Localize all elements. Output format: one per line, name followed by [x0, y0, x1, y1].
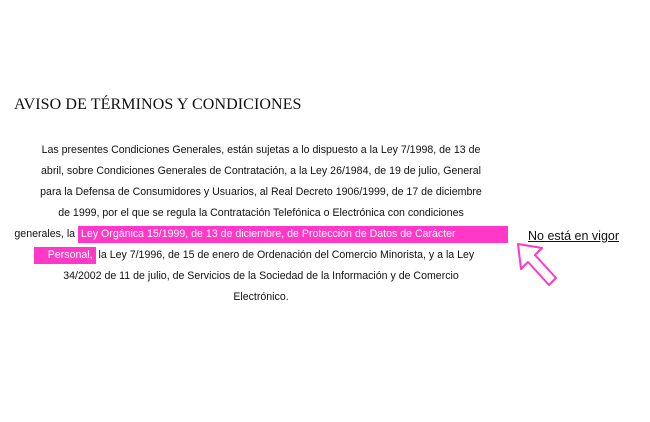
paragraph-line: Las presentes Condiciones Generales, están sujetas a lo dispuesto a la Ley 7/1998, de 13 de: [41, 144, 481, 156]
paragraph-line: Electrónico.: [233, 291, 289, 303]
paragraph-line: [14, 245, 508, 266]
highlighted-law-reference: Ley Orgánica 15/1999, de 13 de diciembre, de Protección de Datos de Carácter: [78, 226, 508, 243]
paragraph-text: generales, la: [14, 228, 76, 240]
highlighted-law-reference: Personal,: [34, 247, 96, 264]
page-title: AVISO DE TÉRMINOS Y CONDICIONES: [14, 96, 302, 113]
arrow-up-left-icon: [512, 240, 562, 290]
annotation-note: No está en vigor: [528, 229, 620, 243]
paragraph-line: para la Defensa de Consumidores y Usuarios, al Real Decreto 1906/1999, de 17 de diciembre: [40, 186, 482, 198]
paragraph-line: abril, sobre Condiciones Generales de Contratación, a la Ley 26/1984, de 19 de julio, General: [41, 165, 481, 177]
paragraph-line: de 1999, por el que se regula la Contratación Telefónica o Electrónica con condiciones: [58, 207, 464, 219]
terms-paragraph: [14, 140, 508, 308]
paragraph-line: [14, 224, 508, 245]
paragraph-text: la Ley 7/1996, de 15 de enero de Ordenación del Comercio Minorista, y a la Ley: [98, 249, 475, 261]
paragraph-line: 34/2002 de 11 de julio, de Servicios de la Sociedad de la Información y de Comercio: [63, 270, 459, 282]
